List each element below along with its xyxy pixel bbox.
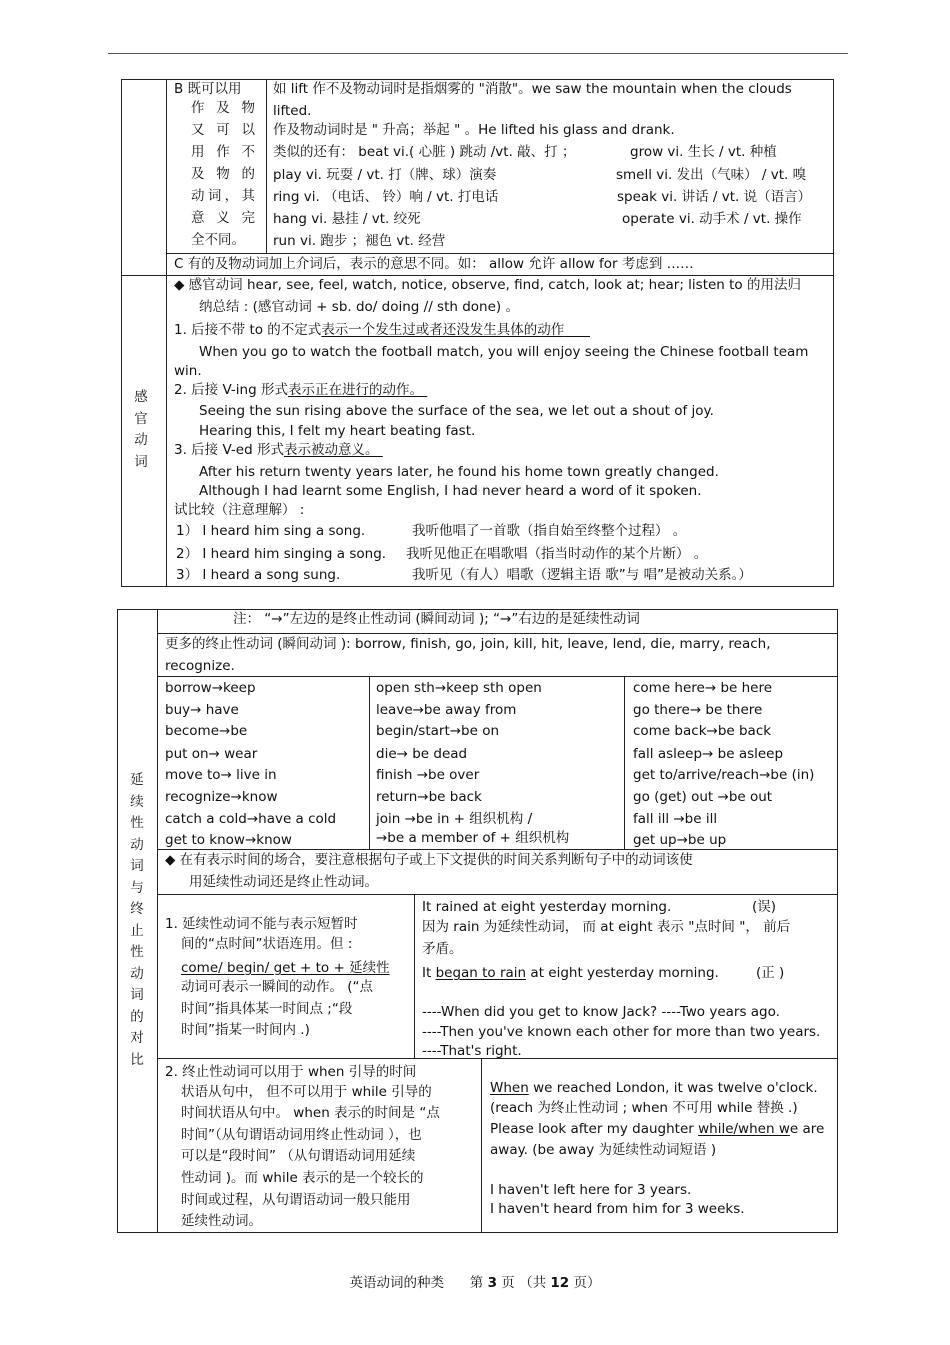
label-char: 词: [134, 453, 148, 470]
rule-line: 间的“点时间”状语连用。但 :: [181, 936, 353, 952]
example-line: 矛盾。: [422, 941, 463, 957]
label-char: 动: [134, 432, 148, 448]
verb-pair: leave→be away from: [376, 702, 517, 718]
footer-text: 第: [469, 1275, 488, 1291]
rule-line: 动词可表示一瞬间的动作。 (“点: [181, 979, 374, 995]
label-char: 与: [130, 879, 144, 896]
label-char: 止: [130, 922, 144, 939]
underlined-run: began to rain: [435, 965, 527, 981]
verb-pair: become→be: [165, 723, 248, 739]
example-line: It rained at eight yesterday morning.: [422, 899, 672, 915]
point-underlined: 表示一个发生过或者还没发生具体的动作: [321, 322, 565, 338]
durative-terminal-label: [127, 770, 147, 1071]
verb-pair: go there→ be there: [633, 702, 763, 718]
label-char: 的: [130, 1008, 144, 1025]
point-underlined: 表示正在进行的动作。: [287, 382, 423, 398]
header-rule: [108, 53, 848, 54]
example-sentence: Seeing the sun rising above the surface of the sea, we let out a shout of joy.: [199, 403, 714, 419]
sense-point-1: [174, 323, 590, 339]
example-sentence: After his return twenty years later, he found his home town greatly changed.: [199, 464, 719, 480]
verb-pair: borrow→keep: [165, 680, 256, 696]
label-char: 感: [134, 389, 148, 405]
table2-col-divider: [624, 676, 625, 849]
wrong-mark: (误): [752, 899, 777, 915]
compare-zh: 我听他唱了一首歌（指自始至终整个过程） 。: [412, 523, 687, 539]
verb-pair: put on→ wear: [165, 746, 258, 762]
example-line: away. (be away 为延续性动词短语 ): [490, 1142, 717, 1158]
label-char: 性: [130, 944, 144, 960]
arrow-note: 注： “→”左边的是终止性动词 (瞬间动词 ); “→”右边的是延续性动词: [233, 611, 640, 627]
rule-line: 时间状语从句中。 when 表示的时间是 “点: [181, 1105, 440, 1121]
rule-line: 时间”指具体某一时间点 ;“段: [181, 1001, 353, 1017]
page-footer: [0, 1271, 950, 1291]
rule-line: 可以是“段时间” （从句谓语动词用延续: [181, 1148, 416, 1164]
compare-zh: 我听见他正在唱歌唱（指当时动作的某个片断） 。: [406, 546, 708, 562]
example-line: [422, 966, 719, 982]
example-line: [490, 1122, 824, 1138]
verb-pair: buy→ have: [165, 702, 239, 718]
example-line: ----Then you've known each other for more than two years.: [422, 1024, 821, 1040]
verb-pair: come here→ be here: [633, 680, 773, 696]
compare-en: 2） I heard him singing a song.: [176, 546, 387, 562]
b-content-line: 作及物动词时是 " 升高；举起 " 。He lifted his glass and drank.: [273, 122, 675, 138]
underlined-run: while/when w: [698, 1121, 790, 1137]
footer-text: 页 （共: [496, 1275, 551, 1291]
table2-col-divider: [481, 1058, 482, 1233]
example-sentence: When you go to watch the football match, you will enjoy seeing the Chinese football team: [199, 344, 809, 360]
verb-pair: fall ill →be ill: [633, 811, 718, 827]
rule-line: 时间或过程，从句谓语动词一般只能用: [181, 1192, 411, 1208]
verb-pair: open sth→keep sth open: [376, 680, 542, 696]
text-run: Please look after my daughter: [490, 1121, 699, 1137]
verb-pair: fall asleep→ be asleep: [633, 746, 784, 762]
b-content-line: run vi. 跑步 ；褪色 vt. 经营: [273, 233, 446, 249]
time-context-tip: 用延续性动词还是终止性动词。: [189, 874, 378, 890]
text-run: at eight yesterday morning.: [526, 965, 719, 981]
table2-row-divider: [157, 849, 838, 850]
label-char: 动: [130, 836, 144, 853]
compare-en: 1） I heard him sing a song.: [176, 523, 366, 539]
b-content-line: operate vi. 动手术 / vt. 操作: [622, 211, 802, 227]
b-label-line: 又 可 以: [191, 122, 255, 138]
sense-intro: 纳总结 : (感官动词 + sb. do/ doing // sth done) 。: [199, 299, 519, 315]
b-content-line: lifted.: [273, 103, 312, 119]
b-content-line: smell vi. 发出（气味） / vt. 嗅: [616, 167, 807, 183]
b-content-line: grow vi. 生长 / vt. 种植: [630, 144, 777, 160]
text-run: e are: [789, 1121, 825, 1137]
table1-col-divider-1: [166, 79, 167, 587]
example-line: ----When did you get to know Jack? ----Two years ago.: [422, 1004, 780, 1020]
sense-point-2: [174, 383, 427, 399]
table2-col-divider: [414, 894, 415, 1058]
page-total: 12: [550, 1275, 570, 1291]
table2-row-divider: [157, 676, 838, 677]
example-sentence: Hearing this, I felt my heart beating fast.: [199, 423, 476, 439]
b-content-line: 如 lift 作不及物动词时是指烟雾的 "消散"。we saw the mountain when the clouds: [273, 81, 792, 97]
verb-pair: return→be back: [376, 789, 482, 805]
label-char: 比: [130, 1051, 144, 1068]
verb-pair: begin/start→be on: [376, 723, 500, 739]
verb-pair: go (get) out →be out: [633, 789, 773, 805]
verb-pair: recognize→know: [165, 789, 278, 805]
more-terminal-verbs: recognize.: [165, 658, 235, 674]
rule-line: 1. 延续性动词不能与表示短暂时: [165, 916, 358, 932]
text-run: It: [422, 965, 436, 981]
example-line: I haven't heard from him for 3 weeks.: [490, 1201, 745, 1217]
point-underlined: 表示被动意义。: [283, 442, 379, 458]
b-label-line: 作 及 物: [191, 100, 255, 116]
footer-title: 英语动词的种类: [349, 1275, 445, 1291]
verb-pair: →be a member of + 组织机构: [376, 830, 570, 846]
verb-pair: move to→ live in: [165, 767, 277, 783]
example-line: (reach 为终止性动词 ; when 不可用 while 替换 .): [490, 1100, 798, 1116]
label-char: 续: [130, 793, 144, 810]
table2-col-divider-main: [157, 609, 158, 1233]
b-content-line: play vi. 玩耍 / vt. 打（牌、球）演奏: [273, 167, 497, 183]
label-char: 终: [130, 901, 144, 917]
table1-row-divider-1: [166, 253, 834, 254]
time-context-tip: ◆ 在有表示时间的场合，要注意根据句子或上下文提供的时间关系判断句子中的动词该使: [165, 852, 693, 868]
point-head: 2. 后接 V-ing 形式: [174, 382, 288, 398]
example-line: ----That's right.: [422, 1043, 522, 1059]
label-char: 动: [130, 965, 144, 982]
verb-pair: get to/arrive/reach→be (in): [633, 767, 815, 783]
compare-en: 3） I heard a song sung.: [176, 567, 341, 583]
rule-line: 时间”（从句谓语动词用终止性动词 ），也: [181, 1127, 422, 1143]
rule-line: 性动词 )。而 while 表示的是一个较长的: [181, 1170, 424, 1186]
label-char: 官: [134, 410, 148, 427]
b-label-line: B 既可以用: [174, 81, 242, 97]
compare-zh: 我听见（有人）唱歌（逻辑主语 歌”与 唱”是被动关系。）: [412, 567, 752, 583]
verb-pair: join →be in + 组织机构 /: [376, 811, 533, 827]
b-label-line: 全不同。: [191, 232, 245, 248]
verb-pair: catch a cold→have a cold: [165, 811, 337, 827]
b-label-line: 及 物 的: [191, 166, 255, 182]
label-char: 词: [130, 987, 144, 1003]
verb-pair: come back→be back: [633, 723, 772, 739]
label-char: 词: [130, 858, 144, 874]
verb-pair: get to know→know: [165, 832, 292, 848]
label-char: 性: [130, 815, 144, 831]
footer-text: 页）: [569, 1275, 601, 1291]
rule-line: 延续性动词。: [181, 1213, 262, 1229]
label-char: 延: [130, 772, 144, 788]
sense-point-3: [174, 443, 383, 459]
more-terminal-verbs: 更多的终止性动词 (瞬间动词 ): borrow, finish, go, join, kill, hit, leave, lend, die, marry, reach,: [165, 636, 771, 652]
example-sentence: win.: [174, 363, 202, 379]
sense-verb-label: [131, 387, 151, 473]
b-content-line: ring vi. （电话、 铃）响 / vt. 打电话: [273, 189, 499, 205]
rule-line: 时间”指某一时间内 .): [181, 1022, 310, 1038]
label-char: 对: [130, 1030, 144, 1046]
b-label-line: 动词，其: [191, 188, 255, 204]
table1-row-divider-2: [121, 275, 834, 276]
c-section-line: C 有的及物动词加上介词后，表示的意思不同。如： allow 允许 allow for 考虑到 ……: [174, 256, 694, 272]
point-head: 3. 后接 V-ed 形式: [174, 442, 284, 458]
example-line: 因为 rain 为延续性动词， 而 at eight 表示 "点时间 "， 前后: [422, 919, 791, 935]
compare-heading: 试比较（注意理解） :: [174, 502, 305, 518]
b-content-line: hang vi. 悬挂 / vt. 绞死: [273, 211, 421, 227]
example-line: [490, 1081, 818, 1097]
table2-row-divider: [157, 894, 838, 895]
rule-line: come/ begin/ get + to + 延续性: [181, 960, 390, 976]
table2-col-divider: [369, 676, 370, 849]
rule-line: 2. 终止性动词可以用于 when 引导的时间: [165, 1064, 417, 1080]
b-content-line: 类似的还有： beat vi.( 心脏 ) 跳动 /vt. 敲、打 ；: [273, 144, 576, 160]
page-number: 3: [487, 1275, 497, 1291]
example-sentence: Although I had learnt some English, I had never heard a word of it spoken.: [199, 483, 702, 499]
verb-pair: die→ be dead: [376, 746, 468, 762]
example-line: I haven't left here for 3 years.: [490, 1182, 692, 1198]
b-label-line: 用 作 不: [191, 144, 255, 160]
point-head: 1. 后接不带 to 的不定式: [174, 322, 322, 338]
rule-line: 状语从句中， 但不可以用于 while 引导的: [181, 1084, 432, 1100]
table2-row-divider: [157, 633, 838, 634]
text-run: we reached London, it was twelve o'clock.: [528, 1080, 818, 1096]
verb-pair: finish →be over: [376, 767, 480, 783]
b-label-line: 意 义 完: [191, 210, 255, 226]
sense-intro: ◆ 感官动词 hear, see, feel, watch, notice, observe, find, catch, look at; hear; listen to 的用法归: [174, 277, 801, 293]
verb-pair: get up→be up: [633, 832, 727, 848]
b-content-line: speak vi. 讲话 / vt. 说（语言）: [617, 189, 812, 205]
correct-mark: (正 ): [756, 965, 785, 981]
table1-col-divider-2: [266, 79, 267, 253]
underlined-run: When: [490, 1080, 529, 1096]
